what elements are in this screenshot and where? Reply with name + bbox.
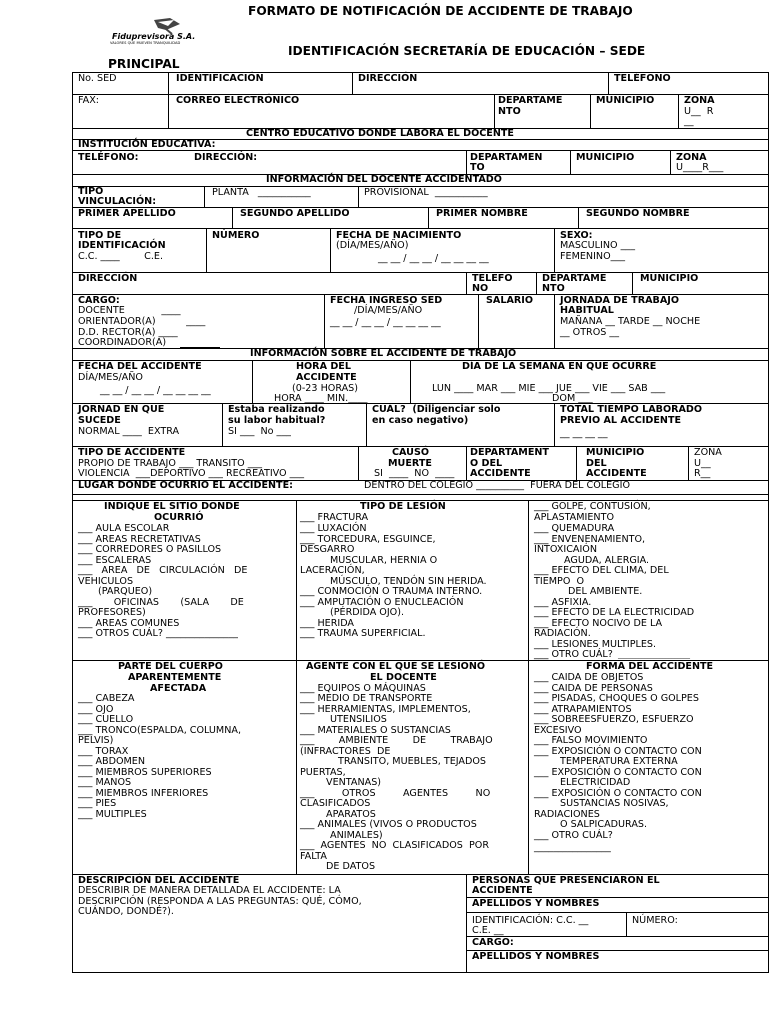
primer-nombre-label: PRIMER NOMBRE: [436, 208, 528, 219]
agente-ambiente-cont2: TRANSITO, MUEBLES, TEJADOS: [338, 756, 487, 767]
sitio-title: INDIQUE EL SITIO DONDE: [104, 501, 240, 512]
fecha-ingreso-field[interactable]: __ __ / __ __ / __ __ __ __: [330, 317, 441, 328]
accidente-departamento-label: DEPARTAMENT: [470, 447, 549, 458]
cuerpo-manos[interactable]: ___ MANOS: [78, 777, 132, 788]
section-subtitle-cont: PRINCIPAL: [108, 57, 180, 71]
segundo-apellido-label: SEGUNDO APELLIDO: [240, 208, 350, 219]
tiempo-laborado-label-cont: PREVIO AL ACCIDENTE: [560, 415, 682, 426]
cuerpo-title-cont: APARENTEMENTE: [128, 672, 222, 683]
agente-herramientas[interactable]: ___ HERRAMIENTAS, IMPLEMENTOS,: [300, 704, 471, 715]
centro-section-title: CENTRO EDUCATIVO DONDE LABORA EL DOCENTE: [246, 128, 514, 139]
cuerpo-tronco[interactable]: ___ TRONCO(ESPALDA, COLUMNA,: [78, 725, 242, 736]
agente-ambiente-end: VENTANAS): [326, 777, 382, 788]
cuerpo-pies[interactable]: ___ PIES: [78, 798, 117, 809]
sed-zona-options[interactable]: U__ R: [684, 106, 714, 117]
sitio-option-aula[interactable]: ___ AULA ESCOLAR: [78, 523, 170, 534]
masculino-option[interactable]: MASCULINO ___: [560, 240, 635, 251]
fax-label: FAX:: [78, 95, 100, 106]
forma-sustancias-cont: SUSTANCIAS NOSIVAS,: [560, 798, 669, 809]
cuerpo-miembros-inferiores[interactable]: ___ MIEMBROS INFERIORES: [78, 788, 209, 799]
sed-direccion-label: DIRECCIÓN: [358, 73, 418, 84]
agente-animales[interactable]: ___ ANIMALES (VIVOS O PRODUCTOS: [300, 819, 477, 830]
centro-municipio-label: MUNICIPIO: [576, 152, 635, 163]
section-subtitle: IDENTIFICACIÓN SECRETARÍA DE EDUCACIÓN – SEDE: [288, 44, 646, 58]
lesion-herida[interactable]: ___ HERIDA: [300, 618, 354, 629]
cargo-label: CARGO:: [78, 295, 120, 306]
sed-departamento-label-cont: NTO: [498, 106, 521, 117]
fecha-nacimiento-field[interactable]: __ __ / __ __ / __ __ __ __: [378, 253, 489, 264]
forma-atrapamientos[interactable]: ___ ATRAPAMIENTOS: [534, 704, 632, 715]
agente-equipos[interactable]: ___ EQUIPOS O MÁQUINAS: [300, 683, 426, 694]
centro-zona-options[interactable]: U____R___: [676, 162, 724, 173]
cargo-orientador-option[interactable]: ORIENTADOR(A) ____: [78, 316, 206, 327]
lesion-laceracion-cont: MÚSCULO, TENDÓN SIN HERIDA.: [330, 576, 487, 587]
lesion-radiacion[interactable]: ___ EFECTO NOCIVO DE LA: [534, 618, 663, 629]
lesion-golpe-cont: APLASTAMIENTO: [534, 512, 615, 523]
tipo-vinculacion-label-cont: VINCULACIÓN:: [78, 196, 157, 207]
lesion-torcedura[interactable]: ___ TORCEDURA, ESGUINCE,: [300, 534, 436, 545]
jornada-otros-option[interactable]: __ OTROS __: [560, 327, 620, 338]
labor-habitual-label: Estaba realizando: [228, 404, 325, 415]
agente-otros[interactable]: ___ OTROS AGENTES NO: [300, 788, 491, 799]
sed-identificacion-label: IDENTIFICACIÓN: [176, 73, 264, 84]
lesion-conmocion[interactable]: ___ CONMOCIÓN O TRAUMA INTERNO.: [300, 586, 483, 597]
agente-animales-cont: ANIMALES): [330, 830, 383, 841]
sitio-option-comunes[interactable]: ___ AREAS COMUNES: [78, 618, 180, 629]
tiempo-laborado-label: TOTAL TIEMPO LABORADO: [560, 404, 703, 415]
cuerpo-abdomen[interactable]: ___ ABDOMEN: [78, 756, 146, 767]
tipo-accidente-options-cont[interactable]: VIOLENCIA ___DEPORTIVO ___ RECREATIVO ___: [78, 468, 305, 479]
sitio-option-otros[interactable]: ___ OTROS CUÁL? _______________: [78, 628, 238, 639]
agente-materiales[interactable]: ___ MATERIALES O SUSTANCIAS: [300, 725, 451, 736]
lesion-quemadura[interactable]: ___ QUEMADURA: [534, 523, 615, 534]
lesion-otro-line: ________________________: [618, 652, 690, 659]
forma-pisadas[interactable]: ___ PISADAS, CHOQUES O GOLPES: [534, 693, 699, 704]
jornada-label-cont: HABITUAL: [560, 305, 614, 316]
cuerpo-tronco-cont: PELVIS): [78, 735, 114, 746]
forma-sobreesfuerzo-cont: EXCESIVO: [534, 725, 582, 736]
centro-direccion-label: DIRECCIÓN:: [194, 152, 258, 163]
accidente-section-title: INFORMACIÓN SOBRE EL ACCIDENTE DE TRABAJO: [250, 348, 517, 359]
segundo-nombre-label: SEGUNDO NOMBRE: [586, 208, 690, 219]
lesion-fractura[interactable]: ___ FRACTURA: [300, 512, 369, 523]
centro-departamento-label-cont: TO: [470, 162, 485, 173]
fecha-nacimiento-label: FECHA DE NACIMIENTO: [336, 230, 462, 241]
forma-otro-line: ________________: [534, 842, 611, 853]
fecha-ingreso-label: FECHA INGRESO SED: [330, 295, 443, 306]
causo-muerte-label-cont: MUERTE: [388, 458, 432, 469]
agente-no-clasificados[interactable]: ___ AGENTES NO CLASIFICADOS POR: [300, 840, 489, 851]
testigos-title: PERSONAS QUE PRESENCIARON EL: [472, 875, 660, 886]
testigo-ce-label[interactable]: C.E. __: [472, 925, 504, 936]
jornada-accidente-label: JORNAD EN QUE: [78, 404, 165, 415]
lesion-asfixia[interactable]: ___ ASFIXIA.: [534, 597, 592, 608]
hora-accidente-label: HORA DEL: [296, 361, 351, 372]
sitio-option-escaleras[interactable]: ___ ESCALERAS: [78, 555, 152, 566]
lesion-torcedura-cont2: MUSCULAR, HERNIA O: [330, 555, 438, 566]
causo-muerte-label: CAUSÓ: [392, 447, 430, 458]
sitio-option-recreativas[interactable]: ___ AREAS RECRETATIVAS: [78, 534, 201, 545]
forma-salpicaduras: O SALPICADURAS.: [560, 819, 648, 830]
descripcion-instruccion: DESCRIBIR DE MANERA DETALLADA EL ACCIDENTE: LA: [78, 885, 341, 896]
forma-temperatura-cont: TEMPERATURA EXTERNA: [560, 756, 678, 767]
salario-label: SALARIO: [486, 295, 533, 306]
fecha-nacimiento-format: (DÍA/MES/AÑO): [336, 240, 409, 251]
agente-no-clasificados-cont: FALTA: [300, 851, 327, 862]
tipo-accidente-options[interactable]: PROPIO DE TRABAJO ___ TRANSITO ___: [78, 458, 263, 469]
forma-caida-objetos[interactable]: ___ CAIDA DE OBJETOS: [534, 672, 644, 683]
correo-label: CORREO ELECTRÓNICO: [176, 95, 300, 106]
lesion-laceracion: LACERACIÓN,: [300, 565, 365, 576]
forma-radiaciones: RADIACIONES: [534, 809, 600, 820]
forma-falso-movimiento[interactable]: ___ FALSO MOVIMIENTO: [534, 735, 648, 746]
cuerpo-torax[interactable]: ___ TORAX: [78, 746, 129, 757]
sed-departamento-label: DEPARTAME: [498, 95, 563, 106]
hora-accidente-label-cont: ACCIDENTE: [296, 372, 357, 383]
sitio-option-oficinas[interactable]: ___ OFICINAS (SALA DE: [78, 597, 244, 608]
jornada-accidente-options[interactable]: NORMAL ____ EXTRA: [78, 426, 180, 437]
accidente-municipio-label-end: ACCIDENTE: [586, 468, 647, 479]
forma-title: FORMA DEL ACCIDENTE: [586, 661, 714, 672]
testigo-apellidos-label: APELLIDOS Y NOMBRES: [472, 898, 600, 909]
cargo-coordinador-option[interactable]: COORDINADOR(A): [78, 337, 167, 348]
form-title: FORMATO DE NOTIFICACIÓN DE ACCIDENTE DE TRABAJO: [248, 4, 633, 18]
logo-tagline: VALORES QUE MUEVEN TRANQUILIDAD: [110, 41, 181, 45]
sed-telefono-label: TELÉFONO: [614, 73, 671, 84]
testigo-identificacion-label[interactable]: IDENTIFICACIÓN: C.C. __: [472, 915, 589, 926]
lesion-amputacion[interactable]: ___ AMPUTACIÓN O ENUCLEACIÓN: [300, 597, 464, 608]
numero-label: NÚMERO: [212, 230, 260, 241]
sitio-option-circulacion-end: (PARQUEO): [98, 586, 153, 597]
lesion-clima[interactable]: ___ EFECTO DEL CLIMA, DEL: [534, 565, 669, 576]
lugar-accidente-options[interactable]: DENTRO DEL COLEGIO __________ FUERA DEL COLEGIO: [364, 480, 630, 491]
agente-title-cont: EL DOCENTE: [370, 672, 437, 683]
sed-municipio-label: MUNICIPIO: [596, 95, 655, 106]
accidente-municipio-label-cont: DEL: [586, 458, 607, 469]
sitio-option-oficinas-cont: PROFESORES): [78, 607, 146, 618]
agente-transporte[interactable]: ___ MEDIO DE TRANSPORTE: [300, 693, 433, 704]
tipo-identificacion-label: TIPO DE: [78, 230, 122, 241]
lesion-envenenamiento-cont: INTOXICAIÓN: [534, 544, 598, 555]
lesion-electricidad[interactable]: ___ EFECTO DE LA ELECTRICIDAD: [534, 607, 695, 618]
forma-sobreesfuerzo[interactable]: ___ SOBREESFUERZO, ESFUERZO: [534, 714, 694, 725]
docente-section-title: INFORMACIÓN DEL DOCENTE ACCIDENTADO: [266, 174, 502, 185]
logo-text: Fiduprevisora S.A.: [112, 32, 196, 41]
fecha-ingreso-format: /DÍA/MES/AÑO: [354, 305, 423, 316]
docente-departamento-label: DEPARTAME: [542, 273, 607, 284]
testigo-cargo-label: CARGO:: [472, 937, 514, 948]
hora-accidente-field[interactable]: HORA ____ MIN.____: [274, 393, 368, 404]
accidente-zona-rural[interactable]: R__: [694, 468, 711, 479]
agente-ambiente-cont: (INFRACTORES DE: [300, 746, 391, 757]
dia-domingo-option[interactable]: DOM ___: [552, 393, 593, 404]
dia-semana-options[interactable]: LUN ____ MAR ___ MIE ___ JUE ___ VIE ___ SAB ___: [432, 383, 666, 394]
agente-title: AGENTE CON EL QUE SE LESIONÓ: [306, 661, 486, 672]
lesion-clima-end: DEL AMBIENTE.: [568, 586, 643, 597]
provisional-option[interactable]: PROVISIONAL ___________: [364, 187, 488, 198]
forma-sustancias[interactable]: ___ EXPOSICIÓN O CONTACTO CON: [534, 788, 702, 799]
lesion-radiacion-cont: RADIACIÓN.: [534, 628, 591, 639]
sexo-label: SEXO:: [560, 230, 593, 241]
fecha-accidente-field[interactable]: __ __ / __ __ / __ __ __ __: [100, 385, 211, 396]
accidente-departamento-label-end: ACCIDENTE: [470, 468, 531, 479]
cual-labor-label-cont: en caso negativo): [372, 415, 469, 426]
primer-apellido-label: PRIMER APELLIDO: [78, 208, 176, 219]
tipo-identificacion-options[interactable]: C.C. ____ C.E.: [78, 251, 163, 262]
labor-habitual-options[interactable]: SI ___ No ___: [228, 426, 291, 437]
cargo-docente-option[interactable]: DOCENTE ____: [78, 305, 181, 316]
cuerpo-title-end: AFECTADA: [150, 683, 207, 694]
lesion-torcedura-cont: DESGARRO: [300, 544, 355, 555]
jornada-accidente-label-cont: SUCEDE: [78, 415, 121, 426]
descripcion-instruccion-cont: DESCRIPCIÓN (RESPONDA A LAS PREGUNTAS: QUÉ, CÓMO,: [78, 896, 362, 907]
lesion-multiples[interactable]: ___ LESIONES MULTIPLES.: [534, 639, 657, 650]
agente-herramientas-cont: UTENSILIOS: [330, 714, 387, 725]
hora-accidente-format: (0-23 HORAS): [292, 383, 359, 394]
accidente-departamento-label-cont: O DEL: [470, 458, 503, 469]
testigo-numero-label: NÚMERO:: [632, 915, 678, 926]
cuerpo-ojo[interactable]: ___ OJO: [78, 704, 114, 715]
lesion-otro[interactable]: ___ OTRO CUÁL?: [534, 649, 613, 660]
sitio-option-corredores[interactable]: ___ CORREDORES O PASILLOS: [78, 544, 222, 555]
descripcion-title: DESCRIPCIÓN DEL ACCIDENTE: [78, 875, 240, 886]
sitio-option-circulacion-cont: VEHICULOS: [78, 576, 134, 587]
lugar-accidente-label: LUGAR DONDE OCURRIO EL ACCIDENTE:: [78, 480, 293, 491]
centro-telefono-label: TELÉFONO:: [78, 152, 139, 163]
forma-electricidad[interactable]: ___ EXPOSICIÓN O CONTACTO CON: [534, 767, 702, 778]
centro-zona-label: ZONA: [676, 152, 707, 163]
sed-zona-line: __: [684, 116, 694, 127]
sitio-option-circulacion[interactable]: ___ AREA DE CIRCULACIÓN DE: [78, 565, 248, 576]
docente-municipio-label: MUNICIPIO: [640, 273, 699, 284]
centro-departamento-label: DEPARTAMEN: [470, 152, 543, 163]
lesion-clima-cont: TIEMPO O: [534, 576, 585, 587]
tiempo-laborado-field[interactable]: __ __ __ __: [560, 428, 608, 439]
jornada-label: JORNADA DE TRABAJO: [560, 295, 679, 306]
cuerpo-miembros-superiores[interactable]: ___ MIEMBROS SUPERIORES: [78, 767, 212, 778]
docente-direccion-label: DIRECCIÓN: [78, 273, 138, 284]
docente-telefono-label: TELEFO: [472, 273, 513, 284]
accidente-zona-label: ZONA: [694, 447, 722, 458]
accidente-municipio-label: MUNICIPIO: [586, 447, 645, 458]
agente-no-clasificados-end: DE DATOS: [326, 861, 376, 872]
planta-option[interactable]: PLANTA ___________: [212, 187, 311, 198]
testigo-apellidos-label-2: APELLIDOS Y NOMBRES: [472, 951, 600, 962]
lesion-luxacion[interactable]: ___ LUXACIÓN: [300, 523, 367, 534]
cuerpo-title: PARTE DEL CUERPO: [118, 661, 223, 672]
tipo-accidente-label: TIPO DE ACCIDENTE: [78, 447, 186, 458]
agente-otros-cont: CLASIFICADOS: [300, 798, 371, 809]
agente-ambiente[interactable]: ___ AMBIENTE DE TRABAJO: [300, 735, 493, 746]
descripcion-instruccion-end: CUÁNDO, DONDÉ?).: [78, 906, 174, 917]
lesion-amputacion-cont: (PÉRDIDA OJO).: [330, 607, 405, 618]
agente-ambiente-cont3: PUERTAS,: [300, 767, 346, 778]
forma-electricidad-cont: ELECTRICIDAD: [560, 777, 631, 788]
forma-otro[interactable]: ___ OTRO CUÁL?: [534, 830, 613, 841]
cuerpo-cabeza[interactable]: ___ CABEZA: [78, 693, 135, 704]
lesion-golpe[interactable]: ___ GOLPE, CONTUSIÓN,: [534, 501, 651, 512]
docente-departamento-label-cont: NTO: [542, 283, 565, 294]
forma-caida-personas[interactable]: ___ CAIDA DE PERSONAS: [534, 683, 653, 694]
sitio-title-cont: OCURRIÓ: [154, 512, 204, 523]
dia-semana-label: DÍA DE LA SEMANA EN QUE OCURRE: [462, 361, 657, 372]
lesion-trauma[interactable]: ___ TRAUMA SUPERFICIAL.: [300, 628, 426, 639]
lesion-envenenamiento[interactable]: ___ ENVENENAMIENTO,: [534, 534, 646, 545]
agente-otros-end: APARATOS: [326, 809, 376, 820]
fecha-accidente-format: DÍA/MES/AÑO: [78, 372, 143, 383]
cuerpo-cuello[interactable]: ___ CUELLO: [78, 714, 134, 725]
no-sed-label: No. SED: [78, 73, 117, 84]
jornada-options[interactable]: MAÑANA __ TARDE __ NOCHE: [560, 316, 701, 327]
forma-temperatura[interactable]: ___ EXPOSICIÓN O CONTACTO CON: [534, 746, 702, 757]
tipo-vinculacion-label: TIPO: [78, 186, 104, 197]
institucion-label: INSTITUCIÓN EDUCATIVA:: [78, 139, 216, 150]
cargo-rector-option[interactable]: D.D. RECTOR(A) ____: [78, 327, 178, 338]
cual-labor-label: CUÁL? (Diligenciar solo: [372, 404, 501, 415]
tipo-identificacion-label-cont: IDENTIFICACIÓN: [78, 240, 166, 251]
causo-muerte-options[interactable]: SI ____ NO ____: [374, 468, 455, 479]
femenino-option[interactable]: FEMENINO___: [560, 251, 626, 262]
testigos-title-cont: ACCIDENTE: [472, 885, 533, 896]
fecha-accidente-label: FECHA DEL ACCIDENTE: [78, 361, 202, 372]
lesion-envenenamiento-end: AGUDA, ALERGIA.: [564, 555, 650, 566]
accidente-zona-urbana[interactable]: U__: [694, 458, 711, 469]
cuerpo-multiples[interactable]: ___ MULTIPLES: [78, 809, 147, 820]
labor-habitual-label-cont: su labor habitual?: [228, 415, 326, 426]
lesion-title: TIPO DE LESIÓN: [360, 501, 446, 512]
sed-zona-label: ZONA: [684, 95, 715, 106]
docente-telefono-label-cont: NO: [472, 283, 489, 294]
